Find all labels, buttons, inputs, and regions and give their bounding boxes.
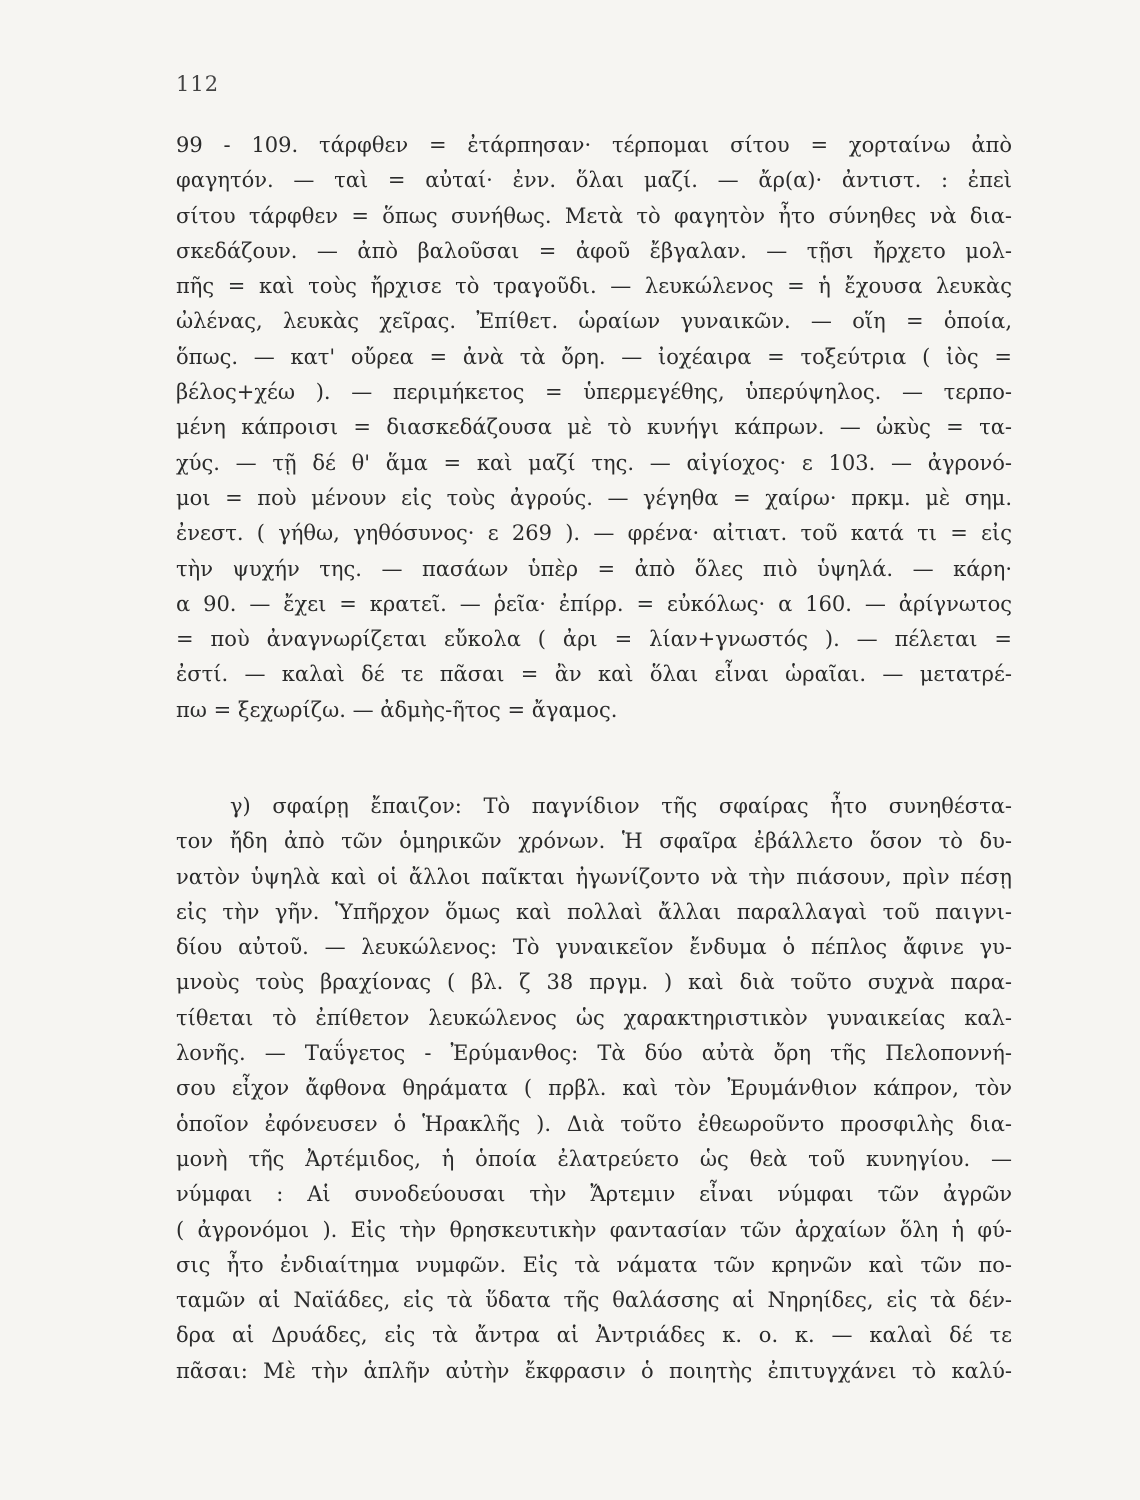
text-line: πω = ξεχωρίζω. — ἀδμὴς-ῆτος = ἄγαμος. — [176, 697, 618, 722]
text-line: α 90. — ἔχει = κρατεῖ. — ῥεῖα· ἐπίρρ. = εὐκόλως· α 160. — ἀρίγνωτος — [176, 591, 1012, 616]
text-line: ὅπως. — κατ' οὔρεα = ἀνὰ τὰ ὄρη. — ἰοχέαιρα = τοξεύτρια ( ἰὸς = — [176, 344, 1012, 369]
text-line: μονὴ τῆς Ἀρτέμιδος, ἡ ὁποία ἐλατρεύετο ὡς θεὰ τοῦ κυνηγίου. — — [176, 1146, 1012, 1171]
text-line: φαγητόν. — ταὶ = αὐταί· ἐνν. ὅλαι μαζί. — ἄρ(α)· ἀντιστ. : ἐπεὶ — [176, 168, 1012, 193]
text-line: ἐνεστ. ( γήθω, γηθόσυνος· ε 269 ). — φρένα· αἰτιατ. τοῦ κατά τι = εἰς — [176, 521, 1012, 546]
text-line: ἐστί. — καλαὶ δέ τε πᾶσαι = ἂν καὶ ὅλαι εἶναι ὡραῖαι. — μετατρέ- — [176, 662, 1012, 687]
text-line: ὁποῖον ἐφόνευσεν ὁ Ἡρακλῆς ). Διὰ τοῦτο ἐθεωροῦντο προσφιλὴς δια- — [176, 1111, 1012, 1136]
text-line: ( ἀγρονόμοι ). Εἰς τὴν θρησκευτικὴν φαντασίαν τῶν ἀρχαίων ὅλη ἡ φύ- — [176, 1217, 1012, 1242]
text-line: σίτου τάρφθεν = ὅπως συνήθως. Μετὰ τὸ φαγητὸν ἦτο σύνηθες νὰ δια- — [176, 203, 1012, 228]
text-line: τίθεται τὸ ἐπίθετον λευκώλενος ὡς χαρακτηριστικὸν γυναικείας καλ- — [176, 1005, 1012, 1030]
text-line: μοι = ποὺ μένουν εἰς τοὺς ἀγρούς. — γέγηθα = χαίρω· πρκμ. μὲ σημ. — [176, 485, 1012, 510]
text-line: νύμφαι : Αἱ συνοδεύουσαι τὴν Ἄρτεμιν εἶναι νύμφαι τῶν ἀγρῶν — [176, 1182, 1012, 1207]
text-line: ταμῶν αἱ Ναϊάδες, εἰς τὰ ὕδατα τῆς θαλάσσης αἱ Νηρηίδες, εἰς τὰ δέν- — [176, 1288, 1012, 1313]
text-line: σις ἦτο ἐνδιαίτημα νυμφῶν. Εἰς τὰ νάματα τῶν κρηνῶν καὶ τῶν πο- — [176, 1252, 1012, 1277]
text-line: χύς. — τῇ δέ θ' ἅμα = καὶ μαζί της. — αἰγίοχος· ε 103. — ἀγρονό- — [176, 450, 1012, 475]
text-line: εἰς τὴν γῆν. Ὑπῆρχον ὅμως καὶ πολλαὶ ἄλλαι παραλλαγαὶ τοῦ παιγνι- — [176, 899, 1012, 924]
text-line: λονῆς. — Ταΰγετος - Ἐρύμανθος: Τὰ δύο αὐτὰ ὄρη τῆς Πελοποννή- — [176, 1041, 1012, 1066]
text-line: νατὸν ὑψηλὰ καὶ οἱ ἄλλοι παῖκται ἠγωνίζοντο νὰ τὴν πιάσουν, πρὶν πέσῃ — [176, 864, 1012, 889]
page-number: 112 — [176, 72, 220, 96]
text-line: ὠλένας, λευκὰς χεῖρας. Ἐπίθετ. ὡραίων γυναικῶν. — οἵη = ὁποία, — [176, 309, 1012, 334]
text-line: τον ἤδη ἀπὸ τῶν ὁμηρικῶν χρόνων. Ἡ σφαῖρα ἐβάλλετο ὅσον τὸ δυ- — [176, 829, 1012, 854]
text-line: τὴν ψυχήν της. — πασάων ὑπὲρ = ἀπὸ ὅλες πιὸ ὑψηλά. — κάρη· — [176, 556, 1012, 581]
commentary-paragraph-section-gamma — [176, 789, 1012, 1389]
text-line: σου εἶχον ἄφθονα θηράματα ( πρβλ. καὶ τὸν Ἐρυμάνθιον κάπρον, τὸν — [176, 1076, 1012, 1101]
text-line: = ποὺ ἀναγνωρίζεται εὔκολα ( ἀρι = λίαν+γνωστός ). — πέλεται = — [176, 627, 1012, 652]
text-line: σκεδάζουν. — ἀπὸ βαλοῦσαι = ἀφοῦ ἔβγαλαν. — τῇσι ἤρχετο μολ- — [176, 238, 1012, 263]
text-line: μένη κάπροισι = διασκεδάζουσα μὲ τὸ κυνήγι κάπρων. — ὠκὺς = τα- — [176, 415, 1012, 440]
text-line: γ) σφαίρῃ ἔπαιζον: Τὸ παγνίδιον τῆς σφαίρας ἦτο συνηθέστα- — [230, 794, 1012, 818]
text-line: δίου αὐτοῦ. — λευκώλενος: Τὸ γυναικεῖον ἔνδυμα ὁ πέπλος ἄφινε γυ- — [176, 935, 1012, 960]
text-line: πῆς = καὶ τοὺς ἤρχισε τὸ τραγοῦδι. — λευκώλενος = ἡ ἔχουσα λευκὰς — [176, 274, 1012, 299]
text-line: μνοὺς τοὺς βραχίονας ( βλ. ζ 38 πργμ. ) καὶ διὰ τοῦτο συχνὰ παρα- — [176, 970, 1012, 995]
text-line: 99 - 109. τάρφθεν = ἐτάρπησαν· τέρπομαι σίτου = χορταίνω ἀπὸ — [176, 133, 1012, 157]
text-line: πᾶσαι: Μὲ τὴν ἁπλῆν αὐτὴν ἔκφρασιν ὁ ποιητὴς ἐπιτυγχάνει τὸ καλύ- — [176, 1358, 1012, 1383]
text-line: δρα αἱ Δρυάδες, εἰς τὰ ἄντρα αἱ Ἀντριάδες κ. ο. κ. — καλαὶ δέ τε — [176, 1323, 1012, 1348]
text-line: βέλος+χέω ). — περιμήκετος = ὑπερμεγέθης, ὑπερύψηλος. — τερπο- — [176, 380, 1012, 405]
commentary-paragraph-lines-99-109 — [176, 128, 1012, 728]
